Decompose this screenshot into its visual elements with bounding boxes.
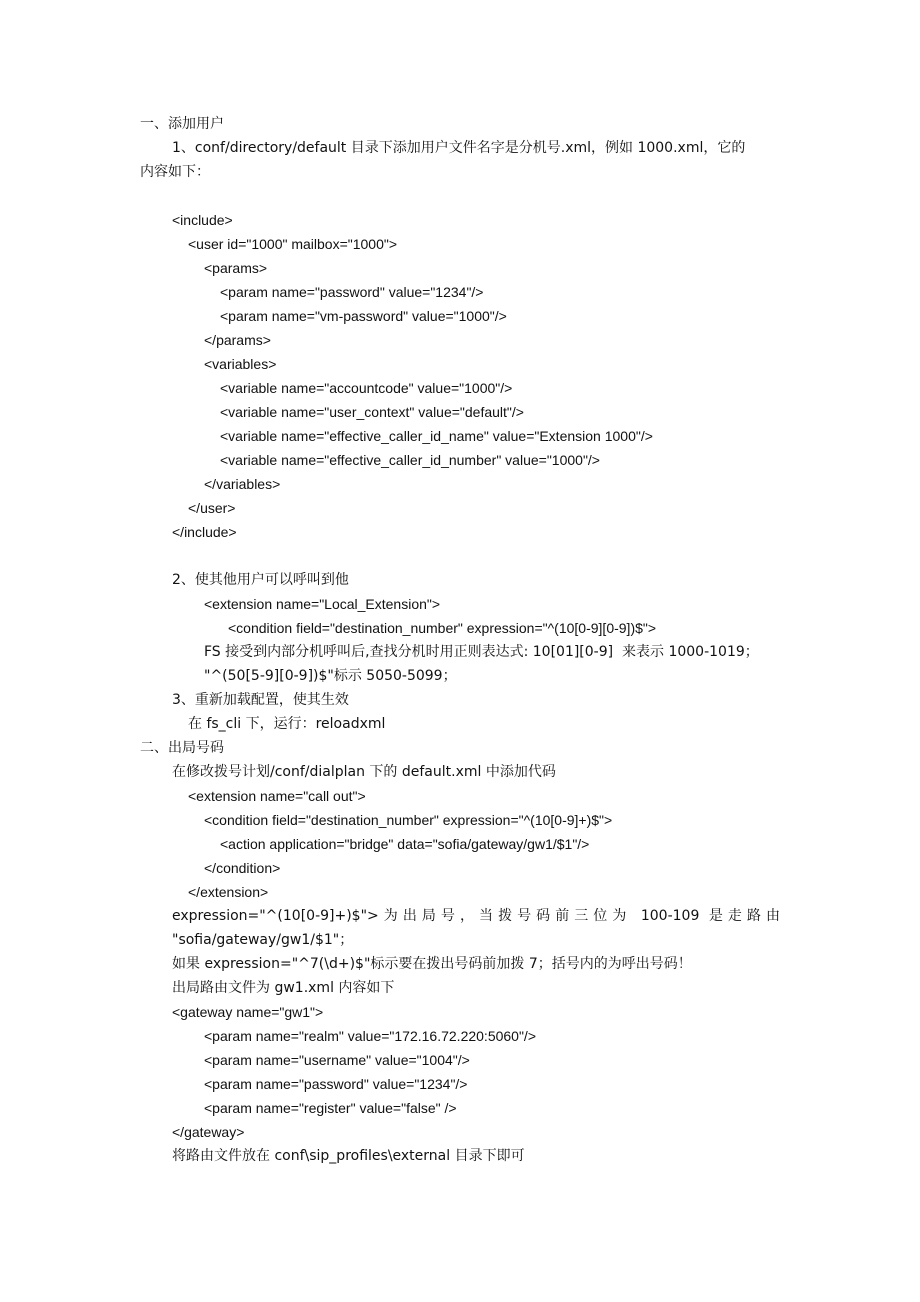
step2-note-line2: "^(50[5-9][0-9])$"标示 5050-5099； xyxy=(204,668,457,684)
dialplan-xml-line: </condition> xyxy=(204,860,281,876)
step2-condition-xml: <condition field="destination_number" expression="^(10[0-9][0-9])$"> xyxy=(228,620,657,636)
user-xml-line: </user> xyxy=(188,500,236,516)
gateway-xml-line: <param name="realm" value="172.16.72.220:5060"/> xyxy=(204,1028,536,1044)
user-xml-line: </include> xyxy=(172,524,237,540)
user-xml-line: <user id="1000" mailbox="1000"> xyxy=(188,236,398,252)
user-xml-line: <params> xyxy=(204,260,268,276)
gateway-xml-line: <param name="username" value="1004"/> xyxy=(204,1052,470,1068)
explain-line1: expression="^(10[0-9]+)$">为出局号，当拨号码前三位为 100-109 是走路由 xyxy=(172,908,780,924)
user-xml-line: </variables> xyxy=(204,476,281,492)
section1-heading: 一、添加用户 xyxy=(140,116,224,132)
gateway-xml-line: </gateway> xyxy=(172,1124,245,1140)
user-xml-line: <variables> xyxy=(204,356,277,372)
user-xml-line: <variable name="effective_caller_id_number" value="1000"/> xyxy=(220,452,600,468)
dialplan-xml-line: <extension name="call out"> xyxy=(188,788,366,804)
step2-note-line1: FS 接受到内部分机呼叫后,查找分机时用正则表达式: 10[01][0-9] 来表示 1000-1019； xyxy=(204,644,759,660)
dialplan-xml-line: <condition field="destination_number" expression="^(10[0-9]+)$"> xyxy=(204,812,613,828)
explain-line3: 如果 expression="^7(\d+)$"标示要在拨出号码前加拨 7；括号内的为呼出号码！ xyxy=(172,956,692,972)
explain-line2: "sofia/gateway/gw1/$1"； xyxy=(172,932,354,948)
step2-heading: 2、使其他用户可以呼叫到他 xyxy=(172,572,349,588)
step2-extension-xml: <extension name="Local_Extension"> xyxy=(204,596,441,612)
user-xml-line: <variable name="user_context" value="default"/> xyxy=(220,404,524,420)
user-xml-line: <param name="vm-password" value="1000"/> xyxy=(220,308,507,324)
step3-detail: 在 fs_cli 下，运行：reloadxml xyxy=(188,716,386,732)
user-xml-line: <include> xyxy=(172,212,233,228)
gateway-xml-line: <param name="register" value="false" /> xyxy=(204,1100,457,1116)
step1-text-line1: 1、conf/directory/default 目录下添加用户文件名字是分机号.xml，例如 1000.xml，它的 xyxy=(172,140,746,156)
user-xml-line: <variable name="effective_caller_id_name" value="Extension 1000"/> xyxy=(220,428,653,444)
section2-heading: 二、出局号码 xyxy=(140,740,224,756)
user-xml-line: <variable name="accountcode" value="1000"/> xyxy=(220,380,513,396)
gateway-intro: 出局路由文件为 gw1.xml 内容如下 xyxy=(172,980,395,996)
gateway-xml-line: <param name="password" value="1234"/> xyxy=(204,1076,468,1092)
section2-intro: 在修改拨号计划/conf/dialplan 下的 default.xml 中添加代码 xyxy=(172,764,556,780)
user-xml-line: </params> xyxy=(204,332,271,348)
step1-text-line2: 内容如下： xyxy=(140,164,210,180)
gateway-xml-line: <gateway name="gw1"> xyxy=(172,1004,324,1020)
step3-heading: 3、重新加载配置，使其生效 xyxy=(172,692,349,708)
dialplan-xml-line: <action application="bridge" data="sofia/gateway/gw1/$1"/> xyxy=(220,836,590,852)
user-xml-line: <param name="password" value="1234"/> xyxy=(220,284,484,300)
dialplan-xml-line: </extension> xyxy=(188,884,269,900)
closing-note: 将路由文件放在 conf\sip_profiles\external 目录下即可 xyxy=(172,1148,525,1164)
